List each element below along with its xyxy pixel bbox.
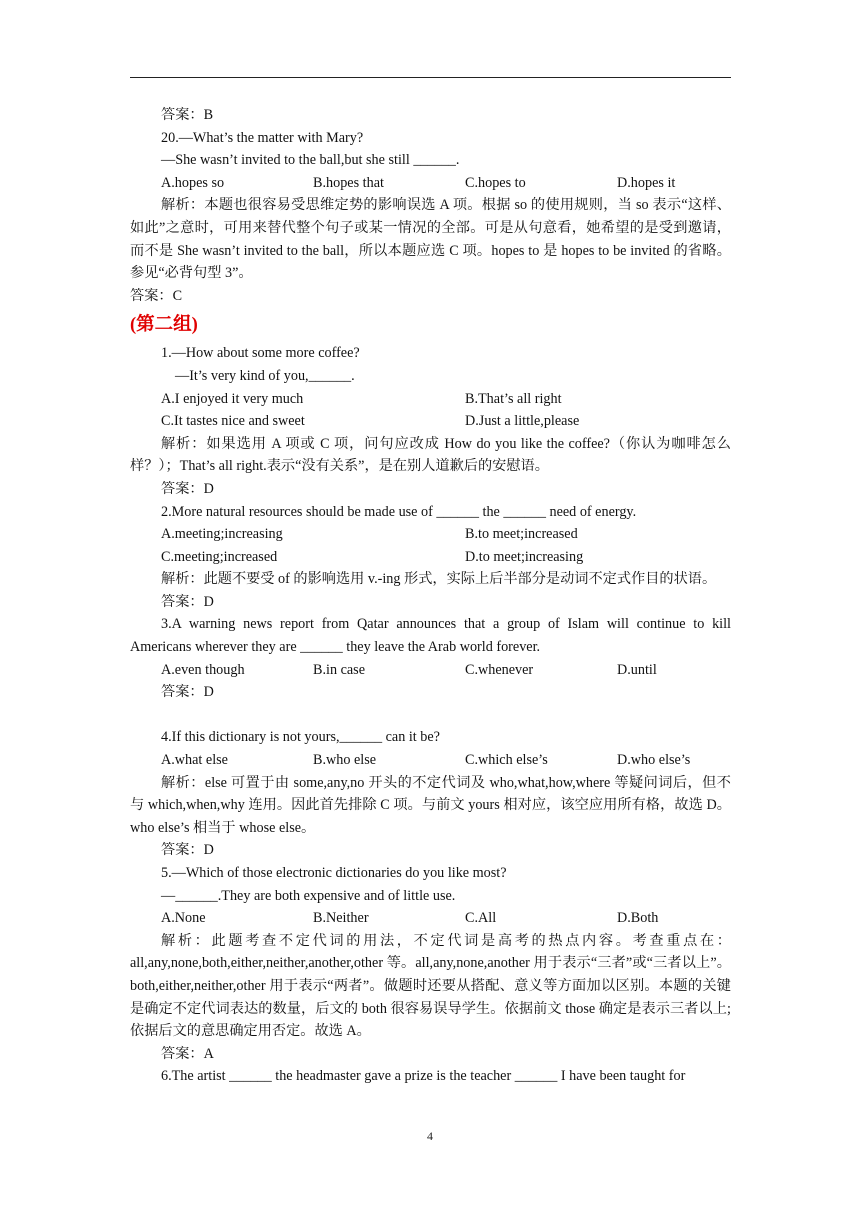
answer-line: 答案：C	[130, 287, 183, 304]
question-stem: 5.—Which of those electronic dictionaries do you like most?	[161, 865, 507, 881]
analysis-paragraph: 解析：如果选用 A 项或 C 项，问句应改成 How do you like the coffee?（你认为咖啡怎么样？）；That’s all right.表示“没有关系”，是在别人道歉后的安慰语。	[130, 435, 731, 475]
option-a: A.hopes so	[161, 174, 225, 191]
options-row	[130, 659, 731, 682]
options-row	[130, 749, 731, 772]
question-reply: —It’s very kind of you,______.	[175, 367, 355, 384]
analysis-paragraph: 解析：此题考查不定代词的用法，不定代词是高考的热点内容。考查重点在：all,any,none,both,either,neither,another,other 等。all,any,none,another 用于表示“三者”或“三者以上”。both,either,neither,other 用于表示“两者”。做题时还要从搭配、意义等方面加以区别。本题的关键是确定不定代词表达的数量，后文的 both 很容易误导学生。依据前文 those 确定是表示三者以上;依据后文的意思确定用否定。故选 A。	[130, 932, 731, 1040]
section-title: (第二组)	[130, 315, 198, 336]
options-row	[130, 546, 731, 569]
option-b: B.That’s all right	[465, 390, 562, 407]
option-a: A.what else	[161, 752, 228, 769]
option-b: B.in case	[313, 661, 366, 678]
question-stem: 20.—What’s the matter with Mary?	[161, 129, 364, 146]
option-c: C.All	[465, 910, 497, 927]
option-b: B.Neither	[313, 910, 369, 927]
option-c: C.meeting;increased	[161, 548, 278, 565]
question-2	[130, 501, 731, 614]
question-stem: 6.The artist ______ the headmaster gave a prize is the teacher ______ I have been taught for	[161, 1068, 686, 1085]
question-6	[130, 1065, 731, 1088]
answer-line: 答案：D	[161, 480, 214, 497]
document-body	[130, 104, 731, 1088]
option-b: B.who else	[313, 752, 377, 769]
answer-line: 答案：B	[161, 107, 214, 123]
option-a: A.I enjoyed it very much	[161, 390, 304, 407]
option-c: C.hopes to	[465, 174, 526, 191]
question-stem: 2.More natural resources should be made use of ______ the ______ need of energy.	[161, 503, 637, 520]
options-row	[130, 172, 731, 195]
options-row	[130, 410, 731, 433]
answer-line: 答案：D	[161, 842, 214, 859]
options-row	[130, 388, 731, 411]
option-b: B.hopes that	[313, 174, 384, 191]
option-d: D.hopes it	[617, 174, 676, 191]
question-stem: 4.If this dictionary is not yours,______ can it be?	[161, 729, 440, 746]
option-d: D.until	[617, 661, 657, 678]
option-d: D.who else’s	[617, 752, 691, 769]
option-d: D.Both	[617, 910, 659, 927]
option-b: B.to meet;increased	[465, 526, 578, 543]
question-4	[130, 726, 731, 862]
answer-line: 答案：A	[161, 1045, 214, 1062]
options-row	[130, 523, 731, 546]
answer-line: 答案：D	[161, 593, 214, 610]
analysis-paragraph: 解析：此题不要受 of 的影响选用 v.-ing 形式，实际上后半部分是动词不定式作目的状语。	[161, 571, 717, 588]
question-stem: 1.—How about some more coffee?	[161, 345, 360, 362]
question-reply: —______.They are both expensive and of little use.	[161, 887, 456, 904]
option-a: A.meeting;increasing	[161, 526, 283, 543]
question-20	[130, 127, 731, 308]
question-stem: 3.A warning news report from Qatar announces that a group of Islam will continue to kill Americans wherever they are ______ they leave the Arab world forever.	[130, 616, 731, 656]
analysis-paragraph: 解析：本题也很容易受思维定势的影响误选 A 项。根据 so 的使用规则，当 so 表示“这样、如此”之意时，可用来替代整个句子或某一情况的全部。可是从句意看，她希望的是受到邀请，而不是 She wasn’t invited to the ball，所以本题应选 C 项。hopes to 是 hopes to be invited 的省略。参见“必背句型 3”。	[130, 197, 731, 282]
question-reply: —She wasn’t invited to the ball,but she still ______.	[161, 152, 460, 169]
answer-line: 答案：D	[161, 684, 214, 701]
question-1	[130, 342, 731, 500]
header-rule	[130, 77, 731, 78]
question-5	[130, 862, 731, 1065]
option-d: D.Just a little,please	[465, 413, 580, 430]
option-c: C.It tastes nice and sweet	[161, 413, 305, 430]
option-c: C.which else’s	[465, 752, 548, 769]
analysis-paragraph: 解析：else 可置于由 some,any,no 开头的不定代词及 who,what,how,where 等疑问词后，但不与 which,when,why 连用。因此首先排除 C 项。与前文 yours 相对应，该空应用所有格，故选 D。who else’s 相当于 whose else。	[130, 774, 731, 836]
option-d: D.to meet;increasing	[465, 548, 584, 565]
option-c: C.whenever	[465, 661, 534, 678]
option-a: A.None	[161, 910, 206, 927]
question-3	[130, 613, 731, 703]
options-row	[130, 907, 731, 930]
page-number: 4	[427, 1129, 433, 1143]
option-a: A.even though	[161, 661, 245, 678]
blank-line	[130, 704, 731, 727]
